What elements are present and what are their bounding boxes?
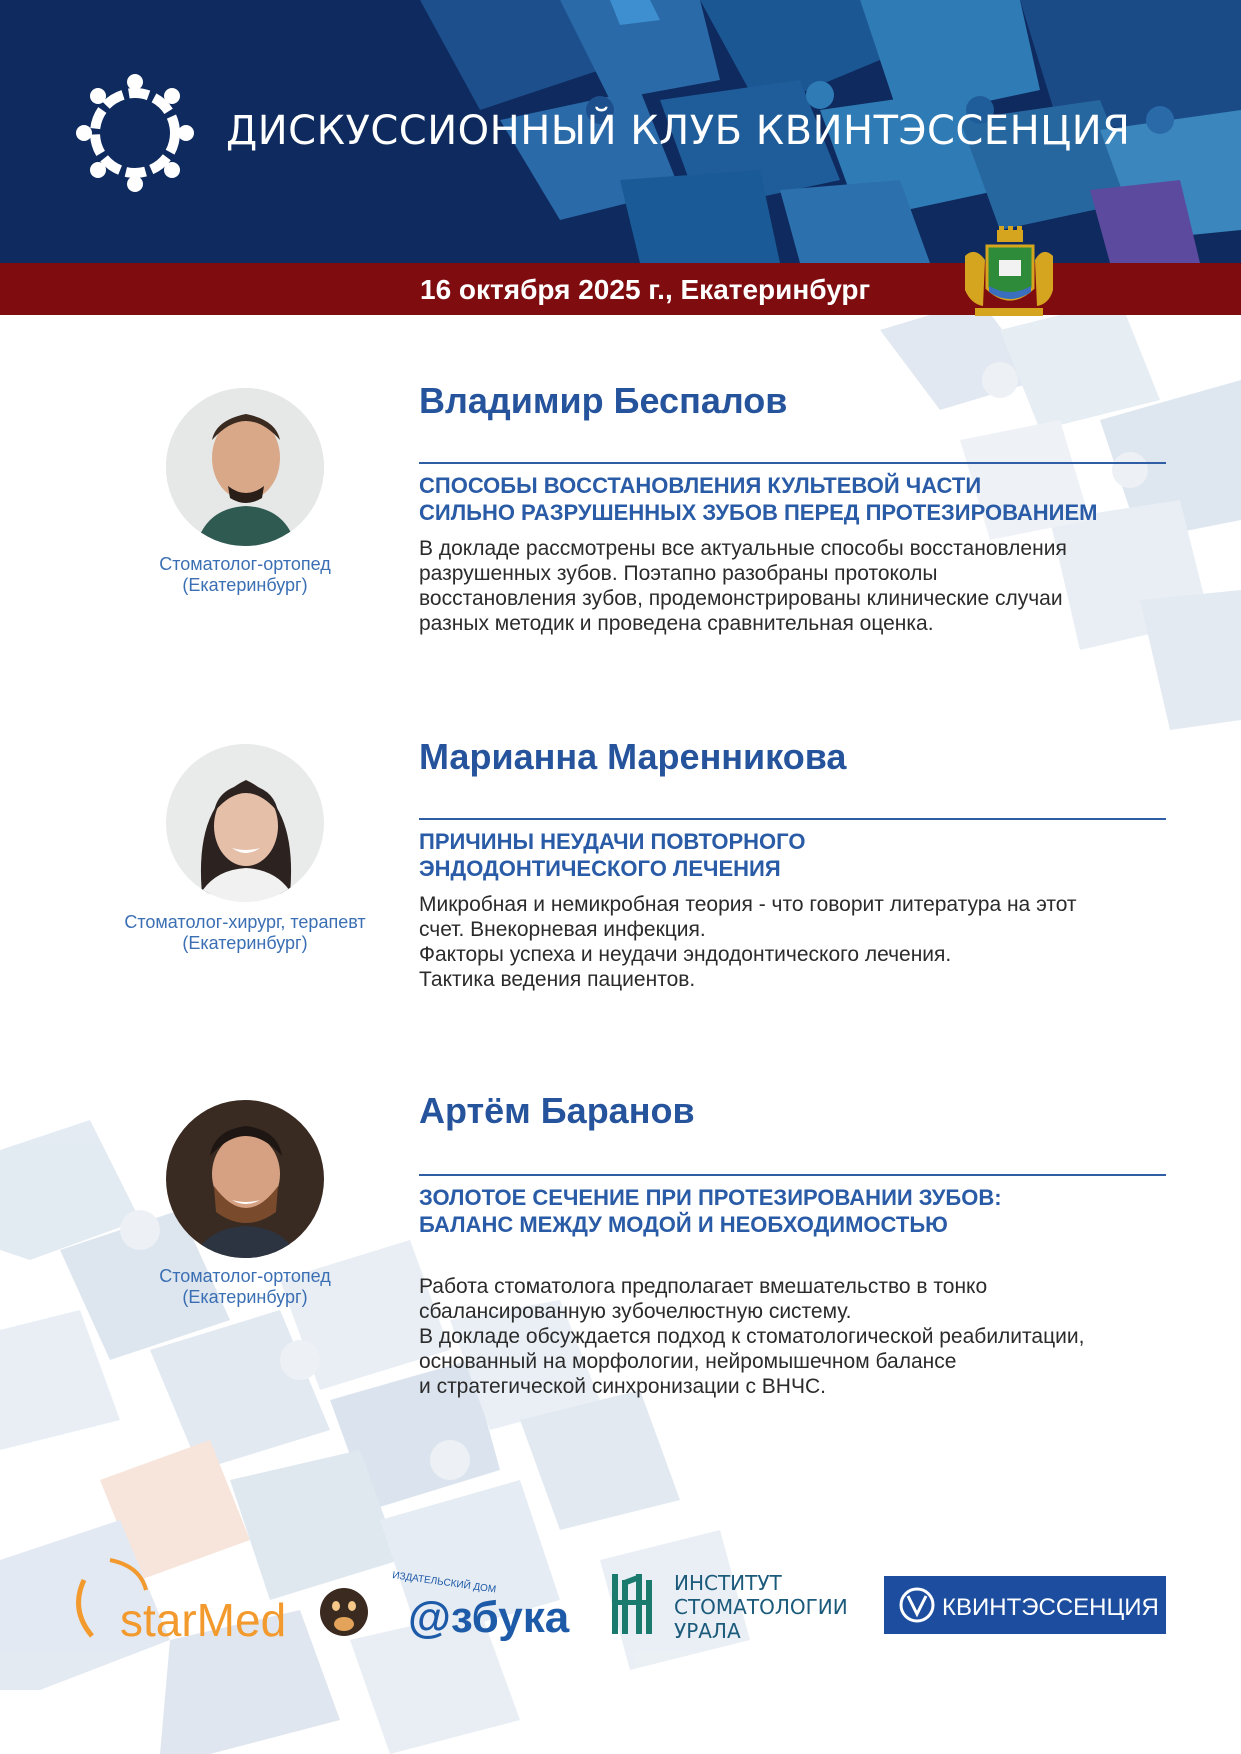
talk-description-line: Факторы успеха и неудачи эндодонтического лечения.: [419, 943, 952, 966]
talk-title-line: ПРИЧИНЫ НЕУДАЧИ ПОВТОРНОГО: [419, 829, 806, 854]
institute-name-line: УРАЛА: [674, 1619, 741, 1643]
talk-description-line: основанный на морфологии, нейромышечном балансе: [419, 1350, 957, 1373]
institute-name-line: ИНСТИТУТ: [674, 1571, 782, 1595]
speaker-photo-avatar: [166, 388, 324, 546]
quintessence-logo: КВИНТЭССЕНЦИЯ: [942, 1594, 1159, 1621]
speaker-photo-avatar: [166, 744, 324, 902]
talk-description-line: сбалансированную зубочелюстную систему.: [419, 1300, 852, 1323]
talk-title-line: БАЛАНС МЕЖДУ МОДОЙ И НЕОБХОДИМОСТЬЮ: [419, 1212, 948, 1237]
city-coat-of-arms-icon: [957, 226, 1061, 322]
club-logo-icon: [74, 72, 196, 194]
talk-title-line: ЭНДОДОНТИЧЕСКОГО ЛЕЧЕНИЯ: [419, 856, 781, 881]
header-banner: [0, 0, 1241, 263]
speaker-card: [0, 736, 1241, 1056]
sponsor-logos: [0, 1540, 1241, 1660]
speaker-role: Стоматолог-ортопед: [159, 1266, 331, 1286]
talk-description-line: разрушенных зубов. Поэтапно разобраны протоколы: [419, 562, 938, 585]
talk-description-line: восстановления зубов, продемонстрированы клинические случаи: [419, 587, 1063, 610]
talk-description-line: разных методик и проведена сравнительная оценка.: [419, 612, 934, 635]
divider: [419, 1174, 1166, 1176]
talk-description-line: Работа стоматолога предполагает вмешательство в тонко: [419, 1275, 988, 1298]
institute-logo-icon: [612, 1574, 652, 1634]
speaker-name: Марианна Маренникова: [419, 736, 847, 777]
club-title: ДИСКУССИОННЫЙ КЛУБ КВИНТЭССЕНЦИЯ: [226, 108, 1131, 154]
speaker-name: Артём Баранов: [419, 1090, 695, 1131]
speaker-role: Стоматолог-ортопед: [159, 554, 331, 574]
speaker-city: (Екатеринбург): [182, 933, 308, 953]
talk-description-line: В докладе обсуждается подход к стоматологической реабилитации,: [419, 1325, 1085, 1348]
talk-description-line: Микробная и немикробная теория - что говорит литература на этот: [419, 893, 1077, 916]
divider: [419, 818, 1166, 820]
speaker-name: Владимир Беспалов: [419, 380, 788, 421]
talk-description-line: и стратегической синхронизации с ВНЧС.: [419, 1375, 826, 1398]
institute-name-line: СТОМАТОЛОГИИ: [674, 1595, 848, 1619]
speaker-photo-avatar: [166, 1100, 324, 1258]
talk-title-line: СИЛЬНО РАЗРУШЕННЫХ ЗУБОВ ПЕРЕД ПРОТЕЗИРОВАНИЕМ: [419, 500, 1098, 525]
talk-description-line: счет. Внекорневая инфекция.: [419, 918, 706, 941]
speaker-card: [0, 380, 1241, 700]
speaker-role: Стоматолог-хирург, терапевт: [124, 912, 366, 932]
divider: [419, 462, 1166, 464]
azbuka-logo: @збука: [408, 1593, 570, 1642]
talk-title-line: ЗОЛОТОЕ СЕЧЕНИЕ ПРИ ПРОТЕЗИРОВАНИИ ЗУБОВ:: [419, 1185, 1002, 1210]
sponsor-logo-art: [0, 1540, 1241, 1660]
speaker-city: (Екатеринбург): [182, 575, 308, 595]
talk-description-line: В докладе рассмотрены все актуальные способы восстановления: [419, 537, 1067, 560]
speaker-city: (Екатеринбург): [182, 1287, 308, 1307]
talk-title-line: СПОСОБЫ ВОССТАНОВЛЕНИЯ КУЛЬТЕВОЙ ЧАСТИ: [419, 473, 982, 498]
speaker-card: [0, 1090, 1241, 1410]
event-date-location: 16 октября 2025 г., Екатеринбург: [420, 274, 871, 305]
talk-description-line: Тактика ведения пациентов.: [419, 968, 696, 991]
azbuka-publisher-label: ИЗДАТЕЛЬСКИЙ ДОМ: [391, 1570, 497, 1596]
starmed-logo: starMed: [120, 1594, 287, 1646]
